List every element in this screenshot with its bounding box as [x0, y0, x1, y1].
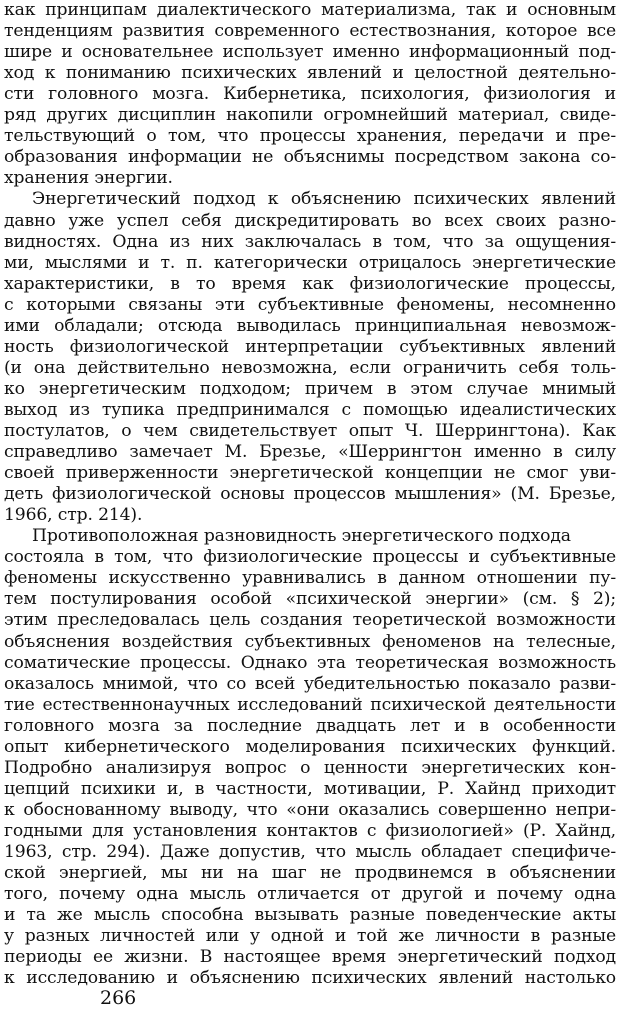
- text-line: (и она действительно невозможна, если ограничить себя толь-: [4, 357, 616, 378]
- text-line: к обоснованному выводу, что «они оказались совершенно непри-: [4, 799, 616, 820]
- text-line: хранения энергии.: [4, 168, 173, 189]
- text-line: головного мозга за последние двадцать лет и в особенности: [4, 715, 616, 736]
- text-line: тие естественнонаучных исследований психической деятельности: [4, 694, 616, 715]
- text-line: шире и основательнее использует именно информационный под-: [4, 42, 616, 63]
- text-line: 1963, стр. 294). Даже допустив, что мысль обладает специфиче-: [4, 842, 616, 862]
- text-line: с которыми связаны эти субъективные феномены, несомненно: [4, 294, 616, 315]
- text-line: Подробно анализируя вопрос о ценности энергетических кон-: [4, 757, 616, 778]
- text-line: у разных личностей или у одной и той же личности в разные: [4, 926, 616, 947]
- text-line: опыт кибернетического моделирования психических функций.: [4, 736, 616, 757]
- text-line: феномены искусственно уравнивались в данном отношении пу-: [4, 568, 616, 589]
- text-line: давно уже успел себя дискредитировать во всех своих разно-: [4, 210, 616, 231]
- text-line: ской энергией, мы ни на шаг не продвинемся в объяснении: [4, 863, 616, 884]
- text-line: выход из тупика предпринимался с помощью идеалистических: [4, 399, 616, 420]
- text-line: образования информации не объяснимы посредством закона со-: [4, 147, 616, 168]
- text-line: постулатов, о чем свидетельствует опыт Ч. Шеррингтона). Как: [4, 421, 616, 441]
- text-line: 1966, стр. 214).: [4, 505, 143, 526]
- text-line: тельствующий о том, что процессы хранения, передачи и пре-: [4, 126, 616, 147]
- text-line: ряд других дисциплин накопили огромнейший материал, свиде-: [4, 105, 616, 126]
- text-line: периоды ее жизни. В настоящее время энергетический подход: [4, 947, 616, 968]
- text-line: тем постулирования особой «психической энергии» (см. § 2);: [4, 589, 616, 610]
- text-line: того, почему одна мысль отличается от другой и почему одна: [4, 884, 616, 905]
- text-line: состояла в том, что физиологические процессы и субъективные: [4, 547, 616, 568]
- text-line: деть физиологической основы процессов мышления» (М. Брезье,: [4, 484, 616, 505]
- text-line: соматические процессы. Однако эта теоретическая возможность: [4, 652, 616, 673]
- paragraph-first-line: Энергетический подход к объяснению психических явлений: [32, 189, 616, 210]
- text-line: тенденциям развития современного естествознания, которое все: [4, 21, 616, 42]
- text-line: этим преследовалась цель создания теоретической возможности: [4, 610, 616, 631]
- text-line: ность физиологической интерпретации субъективных явлений: [4, 336, 616, 357]
- text-line: цепций психики и, в частности, мотивации, Р. Хайнд приходит: [4, 778, 616, 799]
- text-line: годными для установления контактов с физиологией» (Р. Хайнд,: [4, 820, 616, 841]
- text-line: характеристики, в то время как физиологические процессы,: [4, 273, 616, 294]
- paragraph-first-line: Противоположная разновидность энергетического подхода: [32, 526, 571, 547]
- text-line: ко энергетическим подходом; причем в этом случае мнимый: [4, 378, 616, 399]
- document-page: [4, 0, 616, 1012]
- text-line: к исследованию и объяснению психических явлений настолько: [4, 968, 616, 989]
- text-line: объяснения воздействия субъективных феноменов на телесные,: [4, 631, 616, 652]
- text-line: оказалось мнимой, что со всей убедительностью показало разви-: [4, 673, 616, 694]
- page-number: 266: [100, 987, 137, 1009]
- text-line: видностях. Одна из них заключалась в том, что за ощущения-: [4, 231, 616, 252]
- text-line: сти головного мозга. Кибернетика, психология, физиология и: [4, 84, 616, 105]
- text-line: ми, мыслями и т. п. категорически отрицалось энергетические: [4, 252, 616, 273]
- text-line: как принципам диалектического материализма, так и основным: [4, 0, 616, 20]
- text-line: своей приверженности энергетической концепции не смог уви-: [4, 463, 616, 484]
- text-line: справедливо замечает М. Брезье, «Шеррингтон именно в силу: [4, 442, 616, 463]
- text-line: ход к пониманию психических явлений и целостной деятельно-: [4, 63, 616, 84]
- text-line: и та же мысль способна вызывать разные поведенческие акты: [4, 905, 616, 926]
- text-line: ими обладали; отсюда выводилась принципиальная невозмож-: [4, 315, 616, 336]
